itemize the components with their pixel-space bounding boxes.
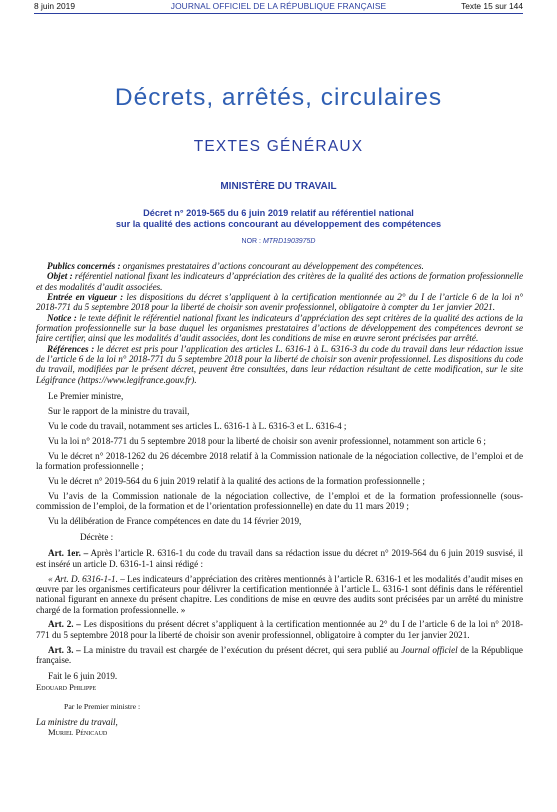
abstract — [36, 261, 523, 385]
abstract-references: Références : le décret est pris pour l’application des articles L. 6316-1 à L. 6316-3 du code du travail dans leur rédaction issue de l’article 6 de la loi n° 2018-771 du 5 septembre 2018 pour la liberté de choisir son avenir professionnel. Les dispositions du code du travail, modifiées par le présent décret, peuvent être consultées, dans leur rédaction résultant de cette modification, sur le site Légifrance (https://www.legifrance.gouv.fr). — [36, 343, 524, 385]
article-2: Art. 2. – Les dispositions du présent décret s’appliquent à la certification mentionnée au 2° du I de l’article 6 de la loi n° 2018-771 du 5 septembre 2018 pour la liberté de choisir son avenir professionnel, obligatoire à compter du 1er janvier 2021. — [36, 619, 523, 640]
decree-title-line2: sur la qualité des actions concourant au développement des compétences — [115, 219, 442, 229]
preamble-line: Vu l’avis de la Commission nationale de la négociation collective, de l’emploi et de la formation professionnelle (sous-commission de l’emploi, de la formation et de l’orientation professionnelle) en date du 11 mars 2019 ; — [36, 490, 523, 511]
signatory-pm: Edouard Philippe — [36, 681, 97, 692]
subsection-title: TEXTES GÉNÉRAUX — [193, 138, 364, 155]
minister-name: Muriel Pénicaud — [48, 727, 108, 738]
abstract-entree: Entrée en vigueur : les dispositions du décret s’appliquent à la certification mentionnée au 2° du I de l’article 6 de la loi n° 2018-771 du 5 septembre 2018 pour la liberté de choisir son avenir professionnel, obligatoire à compter du 1er janvier 2021. — [36, 292, 523, 313]
pm-line: Par le Premier ministre : — [64, 702, 141, 712]
preamble-line: Le Premier ministre, — [48, 391, 124, 402]
header-date: 8 juin 2019 — [34, 1, 75, 11]
preamble-line: Vu le décret n° 2019-564 du 6 juin 2019 relatif à la qualité des actions de la formation professionnelle ; — [48, 475, 425, 486]
decrete: Décrète : — [80, 532, 114, 543]
preamble-line: Vu la loi n° 2018-771 du 5 septembre 2018 pour la liberté de choisir son avenir professionnel, notamment son article 6 ; — [48, 435, 486, 446]
document-body — [36, 261, 523, 738]
article-1: Art. 1er. – Après l’article R. 6316-1 du code du travail dans sa rédaction issue du décret n° 2019-564 du 6 juin 2019 susvisé, il est inséré un article D. 6316-1-1 ainsi rédigé : — [36, 548, 523, 569]
decree-title-line1: Décret n° 2019-565 du 6 juin 2019 relatif au référentiel national — [143, 208, 414, 218]
nor-label: NOR : — [241, 238, 261, 245]
article-1-quote: « Art. D. 6316-1-1. – Les indicateurs d’appréciation des critères mentionnés à l’article R. 6316-1 et les modalités d’audit mises en œuvre par les organismes certificateurs pour délivrer la certification mentionnée à l’article L. 6316-1 sont définis dans le référentiel national figurant en annexe du présent chapitre. Les conditions de mise en œuvre des audits sont précisées par un arrêté du ministre chargé de la formation professionnelle. » — [36, 573, 523, 615]
decree-title — [40, 208, 517, 230]
header-journal-title: JOURNAL OFFICIEL DE LA RÉPUBLIQUE FRANÇAISE — [170, 1, 387, 11]
abstract-notice: Notice : le texte définit le référentiel national fixant les indicateurs d’appréciation des sept critères de la qualité des actions de la formation professionnelle sur la base duquel les organismes prestataires d’actions de développement des compétences devront se faire certifier, ainsi que les modalités d’audit associées, dont les conditions de mise en œuvre seront précisées par arrêté. — [36, 312, 523, 344]
article-3: Art. 3. – La ministre du travail est chargée de l’exécution du présent décret, qui sera publié au Journal officiel de la République française. — [36, 644, 523, 665]
ministry-heading: MINISTÈRE DU TRAVAIL — [220, 181, 337, 192]
nor-code: MTRD1903975D — [262, 238, 316, 245]
preamble-line: Sur le rapport de la ministre du travail, — [48, 405, 190, 416]
preamble-line: Vu la délibération de France compétences en date du 14 février 2019, — [48, 515, 302, 526]
abstract-objet: Objet : référentiel national fixant les indicateurs d’appréciation des critères de la qualité des actions de formation professionnelle et des modalités d’audit associées. — [36, 271, 523, 292]
minister-role: La ministre du travail, — [36, 716, 118, 727]
header-page-number: Texte 15 sur 144 — [461, 1, 523, 11]
preamble-line: Vu le code du travail, notamment ses articles L. 6316-1 à L. 6316-3 et L. 6316-4 ; — [48, 420, 347, 431]
page-header — [34, 0, 523, 17]
done-date: Fait le 6 juin 2019. — [48, 671, 118, 682]
section-title: Décrets, arrêtés, circulaires — [114, 84, 443, 111]
nor-reference — [0, 238, 557, 245]
preamble-line: Vu le décret n° 2018-1262 du 26 décembre 2018 relatif à la Commission nationale de la négociation collective, de l’emploi et de la formation professionnelle ; — [36, 450, 523, 471]
header-rule — [34, 13, 523, 14]
abstract-publics: Publics concernés : organismes prestataires d’actions concourant au développement des compétences. — [47, 261, 424, 271]
